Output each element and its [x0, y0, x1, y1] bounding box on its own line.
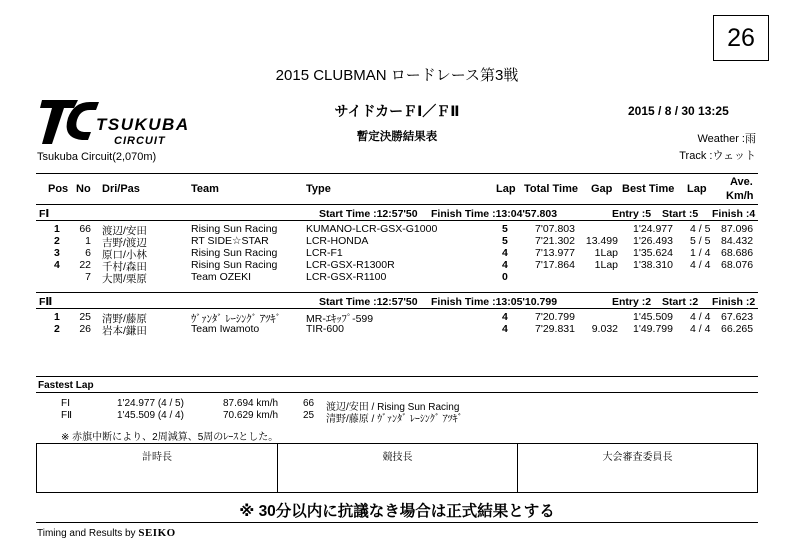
section-name: FⅠ [39, 208, 50, 220]
header-kmh: Km/h [726, 190, 754, 202]
average-speed-cell: 66.265 [721, 323, 754, 335]
fastest-lap-top-rule [36, 376, 758, 377]
pos-cell: 1 [54, 311, 60, 323]
total-time-cell: 7'07.803 [535, 223, 575, 235]
section-start-count: Start :5 [662, 208, 699, 220]
section-rule [36, 220, 758, 221]
average-speed-cell: 68.076 [721, 259, 754, 271]
type-cell: LCR-GSX-R1300R [306, 259, 395, 271]
best-time-cell: 1'49.799 [633, 323, 673, 335]
footer-credit [37, 527, 176, 539]
section-entry-count: Entry :5 [612, 208, 652, 220]
fastest-lap-rule [36, 392, 758, 393]
best-time-cell: 1'38.310 [633, 259, 673, 271]
best-time-cell: 1'24.977 [633, 223, 673, 235]
race-director-label: 競技長 [278, 444, 518, 492]
no-cell: 1 [85, 235, 91, 247]
header-best-time: Best Time [622, 183, 675, 195]
lap-cell: 4 [502, 259, 508, 271]
average-speed-cell: 84.432 [721, 235, 754, 247]
weather-condition: Weather :雨 [697, 133, 756, 145]
footer-rule [36, 522, 758, 523]
fastest-lap-speed: 87.694 km/h [223, 398, 279, 409]
type-cell: KUMANO-LCR-GSX-G1000 [306, 223, 438, 235]
driver-cell: 大関/栗原 [102, 273, 147, 285]
driver-cell: 千村/森田 [102, 261, 147, 273]
team-cell: Rising Sun Racing [191, 247, 278, 259]
section-start-time: Start Time :12:57'50 [319, 208, 418, 220]
footer-text: Timing and Results by [37, 528, 139, 539]
seiko-logo: SEIKO [138, 527, 176, 539]
lap-cell: 4 [502, 247, 508, 259]
header-team: Team [191, 183, 219, 195]
results-subtitle: 暫定決勝結果表 [356, 131, 438, 143]
best-lap-cell: 1 / 4 [690, 247, 711, 259]
type-cell: TIR-600 [306, 323, 344, 335]
header-lap: Lap [496, 183, 516, 195]
type-cell: LCR-GSX-R1100 [306, 271, 387, 283]
header-pos: Pos [48, 183, 69, 195]
best-lap-cell: 4 / 4 [690, 259, 711, 271]
header-no: No [76, 183, 91, 195]
total-time-cell: 7'17.864 [535, 259, 575, 271]
lap-cell: 5 [502, 223, 508, 235]
driver-cell: 清野/藤原 [102, 313, 147, 325]
fastest-lap-title: Fastest Lap [38, 380, 94, 391]
fastest-lap-no: 66 [303, 398, 315, 409]
lap-cell: 4 [502, 323, 508, 335]
pos-cell: 3 [54, 247, 60, 259]
team-cell: Rising Sun Racing [191, 259, 278, 271]
header-type: Type [306, 183, 331, 195]
gap-cell: 1Lap [594, 247, 618, 259]
section-name: FⅡ [39, 296, 53, 308]
total-time-cell: 7'21.302 [535, 235, 575, 247]
total-time-cell: 7'13.977 [535, 247, 575, 259]
no-cell: 6 [85, 247, 91, 259]
protest-notice: ※ 30分以内に抗議なき場合は正式結果とする [239, 503, 555, 520]
date-time: 2015 / 8 / 30 13:25 [628, 104, 729, 118]
driver-cell: 渡辺/安田 [102, 225, 147, 237]
section-finish-count: Finish :4 [712, 208, 756, 220]
average-speed-cell: 68.686 [721, 247, 754, 259]
best-time-cell: 1'45.509 [633, 311, 673, 323]
driver-cell: 岩本/鎌田 [102, 325, 147, 337]
judges-signature-box [36, 443, 758, 493]
page-number: 26 [713, 15, 769, 61]
team-cell: ｳﾞｧﾝﾀﾞ ﾚｰｼﾝｸﾞ ｱﾂｷﾞ [191, 313, 281, 325]
section-start-time: Start Time :12:57'50 [319, 296, 418, 308]
section-start-count: Start :2 [662, 296, 699, 308]
fastest-lap-class: FⅡ [61, 410, 73, 421]
best-time-cell: 1'26.493 [633, 235, 673, 247]
header-dri-pas: Dri/Pas [102, 183, 140, 195]
no-cell: 7 [85, 271, 91, 283]
fastest-lap-driver: 清野/藤原 / ｳﾞｧﾝﾀﾞ ﾚｰｼﾝｸﾞ ｱﾂｷﾞ [326, 414, 463, 425]
table-top-rule [36, 173, 758, 174]
team-cell: Team OZEKI [191, 271, 252, 283]
pos-cell: 2 [54, 323, 60, 335]
gap-cell: 13.499 [585, 235, 618, 247]
header-total-time: Total Time [524, 183, 578, 195]
header-bottom-rule [36, 204, 758, 205]
fastest-lap-driver: 渡辺/安田 / Rising Sun Racing [326, 402, 460, 413]
best-lap-cell: 4 / 4 [690, 311, 711, 323]
no-cell: 22 [79, 259, 91, 271]
fastest-lap-time: 1'45.509 (4 / 4) [117, 410, 184, 421]
driver-cell: 原口/小林 [102, 249, 147, 261]
average-speed-cell: 87.096 [721, 223, 754, 235]
pos-cell: 4 [54, 259, 60, 271]
gap-cell: 1Lap [594, 259, 618, 271]
gap-cell: 9.032 [591, 323, 618, 335]
race-note: ※ 赤旗中断により、2周減算、5周のﾚｰｽとした。 [61, 432, 279, 443]
best-lap-cell: 4 / 4 [690, 323, 711, 335]
header-best-lap: Lap [687, 183, 707, 195]
section-finish-count: Finish :2 [712, 296, 756, 308]
driver-cell: 吉野/渡辺 [102, 237, 147, 249]
section-entry-count: Entry :2 [612, 296, 652, 308]
total-time-cell: 7'20.799 [535, 311, 575, 323]
section-finish-time: Finish Time :13:05'10.799 [431, 296, 558, 308]
event-title: 2015 CLUBMAN ロードレース第3戦 [275, 67, 519, 84]
fastest-lap-no: 25 [303, 410, 315, 421]
lap-cell: 0 [502, 271, 508, 283]
best-lap-cell: 5 / 5 [690, 235, 711, 247]
circuit-name: Tsukuba Circuit(2,070m) [37, 151, 157, 163]
no-cell: 25 [79, 311, 91, 323]
header-gap: Gap [591, 183, 613, 195]
type-cell: MR-ｴｷｯﾌﾟ-599 [306, 313, 374, 325]
best-lap-cell: 4 / 5 [690, 223, 711, 235]
track-condition: Track :ウェット [679, 150, 756, 162]
pos-cell: 1 [54, 223, 60, 235]
timekeeper-chief-label: 計時長 [37, 444, 278, 492]
total-time-cell: 7'29.831 [535, 323, 575, 335]
type-cell: LCR-HONDA [306, 235, 369, 247]
no-cell: 26 [79, 323, 91, 335]
header-ave: Ave. [730, 176, 753, 188]
logo-sub-text: CIRCUIT [114, 135, 166, 147]
team-cell: Rising Sun Racing [191, 223, 278, 235]
average-speed-cell: 67.623 [721, 311, 754, 323]
fastest-lap-speed: 70.629 km/h [223, 410, 279, 421]
fastest-lap-class: FⅠ [61, 398, 71, 409]
section-rule [36, 308, 758, 309]
type-cell: LCR-F1 [306, 247, 343, 259]
class-title: サイドカーＦⅠ／ＦⅡ [334, 103, 460, 119]
section-finish-time: Finish Time :13:04'57.803 [431, 208, 558, 220]
fastest-lap-time: 1'24.977 (4 / 5) [117, 398, 184, 409]
no-cell: 66 [79, 223, 91, 235]
best-time-cell: 1'35.624 [633, 247, 673, 259]
pos-cell: 2 [54, 235, 60, 247]
team-cell: Team Iwamoto [191, 323, 260, 335]
logo-main-text: TSUKUBA [96, 115, 190, 134]
section-top-rule [36, 292, 758, 293]
lap-cell: 4 [502, 311, 508, 323]
lap-cell: 5 [502, 235, 508, 247]
steward-chairman-label: 大会審査委員長 [602, 452, 673, 463]
team-cell: RT SIDE☆STAR [191, 235, 269, 247]
